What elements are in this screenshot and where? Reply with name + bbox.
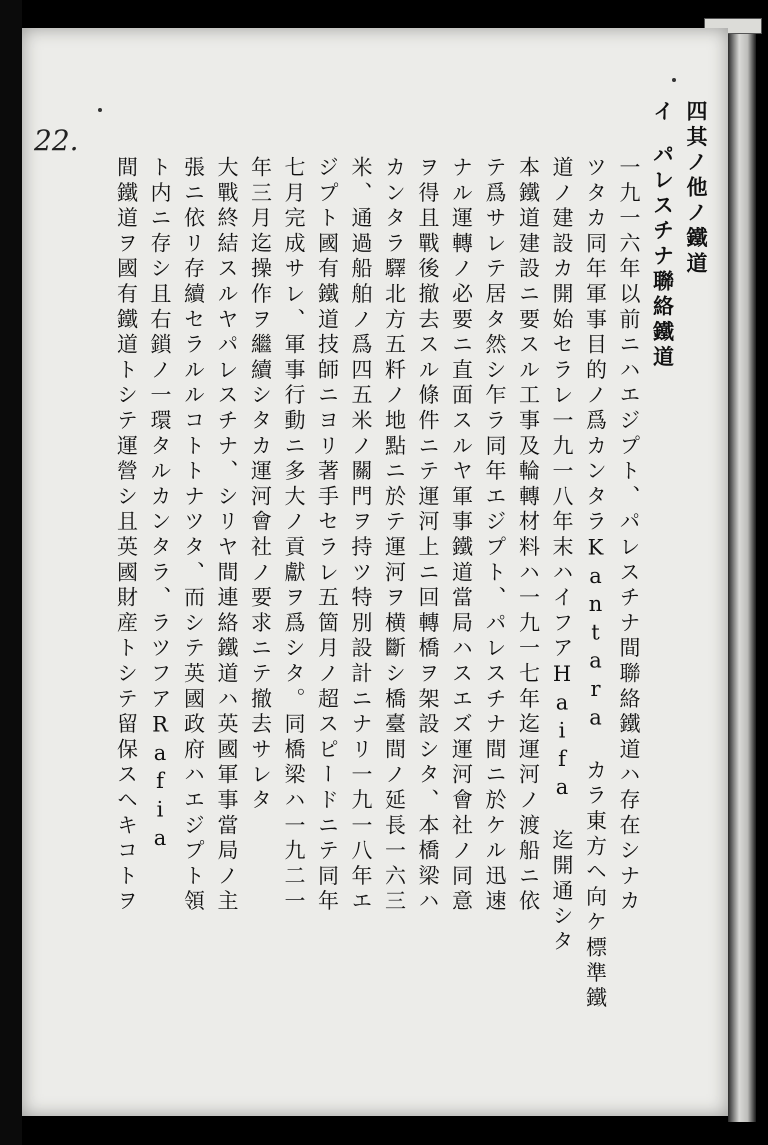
text-column-14: 張ニ依リ存續セラルルコトトナツタ、而シテ英國政府ハエジプト領 — [181, 156, 206, 915]
subsection-title: パレスチナ聯絡鐵道 — [650, 143, 675, 372]
text-column-13: 大戰終結スルヤパレスチナ、シリヤ間連絡鐵道ハ英國軍事當局ノ主 — [215, 156, 239, 915]
subsection-marker: イ — [650, 100, 675, 126]
text-column-6: ナル運轉ノ必要ニ直面スルヤ軍事鐵道當局ハスエズ運河會社ノ同意 — [449, 156, 474, 915]
ink-mark — [672, 78, 676, 82]
text-column-7: ヲ得且戰後撤去スル條件ニテ運河上ニ回轉橋ヲ架設シタ、本橋梁ハ — [416, 156, 440, 915]
text-column-12: 年三月迄操作ヲ繼續シタカ運河會社ノ要求ニテ撤去サレタ — [248, 156, 273, 814]
text-column-5: テ爲サレテ居タ然シ乍ラ同年エジプト、パレスチナ間ニ於ケル迅速 — [483, 156, 507, 915]
text-column-11: 七月完成サレ、軍事行動ニ多大ノ貢獻ヲ爲シタ。同橋梁ハ一九二一 — [282, 156, 306, 915]
section-number: 四 — [684, 100, 708, 126]
text-column-15: ト内ニ存シ且右鎖ノ一環タルカンタラ、ラツフアRafia — [148, 156, 172, 855]
text-column-9: 米、通過船舶ノ爲四五米ノ關門ヲ持ツ特別設計ニナリ一九一八年エ — [349, 156, 373, 915]
text-column-16: 間鐵道ヲ國有鐵道トシテ運營シ且英國財産トシテ留保スヘキコトヲ — [114, 156, 139, 915]
section-heading — [679, 100, 713, 277]
subsection-heading — [645, 100, 679, 371]
page-folio-handwritten: 22. — [34, 124, 79, 157]
text-column-2: ツタカ同年軍事目的ノ爲カンタラKantara カラ東方ヘ向ケ標準鐵 — [583, 156, 608, 1012]
scan-edge-left — [0, 0, 22, 1145]
ink-mark — [98, 108, 102, 112]
book-binding-edge — [728, 22, 756, 1122]
text-column-8: カンタラ驛北方五粁ノ地點ニ於テ運河ヲ横斷シ橋臺間ノ延長一六三 — [382, 156, 407, 915]
vertical-text-block — [109, 100, 712, 1080]
text-column-10: ジプト國有鐵道技師ニヨリ著手セラレ五箇月ノ超スピードニテ同年 — [315, 156, 340, 915]
text-column-3: 道ノ建設カ開始セラレ一九一八年末ハイフアHaifa 迄開通シタ — [550, 156, 574, 956]
text-column-1: 一九一六年以前ニハエジプト、パレスチナ間聯絡鐵道ハ存在シナカ — [617, 156, 641, 915]
section-title: 其ノ他ノ鐵道 — [684, 125, 708, 278]
text-column-4: 本鐵道建設ニ要スル工事及輪轉材料ハ一九一七年迄運河ノ渡船ニ依 — [516, 156, 541, 915]
